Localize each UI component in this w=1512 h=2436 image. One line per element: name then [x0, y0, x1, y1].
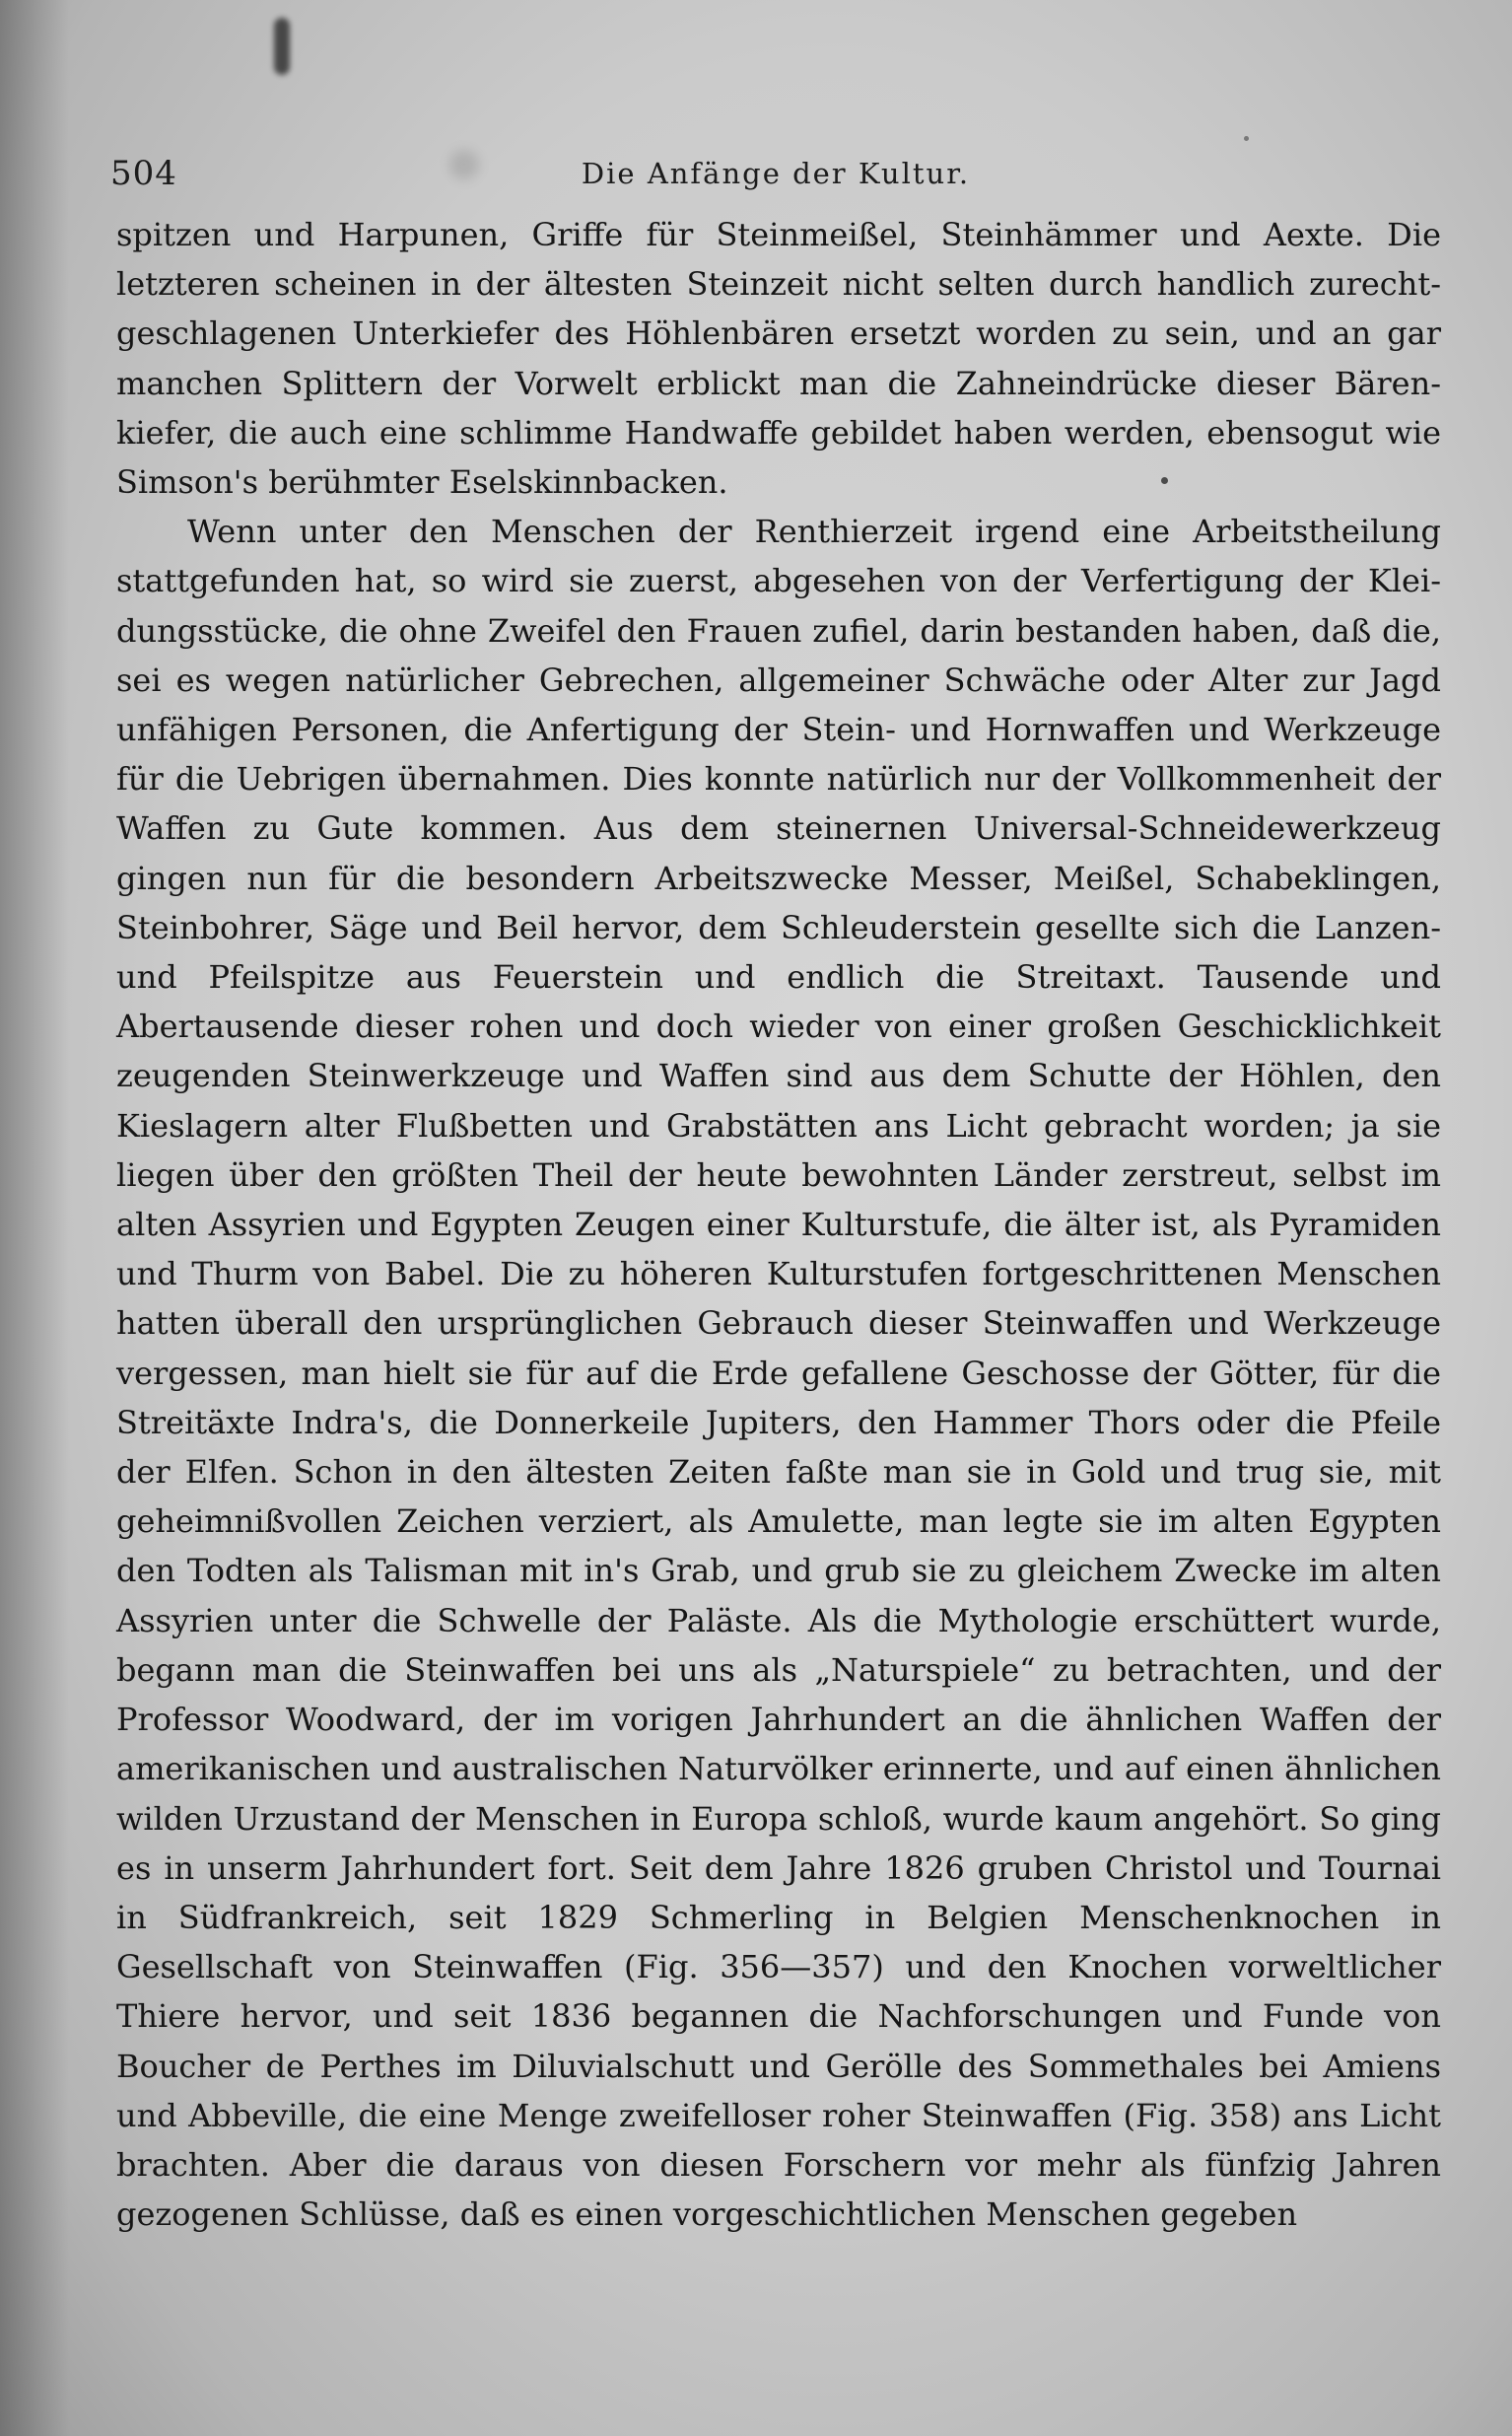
- body-text: [116, 210, 1441, 2239]
- binding-shadow: [0, 0, 69, 2436]
- ink-blot: [274, 18, 290, 75]
- paragraph: spitzen und Harpunen, Griffe für Steinmeißel, Steinhämmer und Aexte. Die letzteren scheinen in der ältesten Steinzeit nicht selten durch handlich zurechtgeschlagenen Unterkiefer des Höhlenbären ersetzt worden zu sein, und an gar manchen Splittern der Vorwelt erblickt man die Zahneindrücke dieser Bärenkiefer, die auch eine schlimme Handwaffe gebildet haben werden, ebensogut wie Simson's berühmter Eselskinnbacken.: [116, 216, 1441, 502]
- running-title: Die Anfänge der Kultur.: [581, 157, 971, 190]
- paragraph: Wenn unter den Menschen der Renthierzeit irgend eine Arbeitstheilung stattgefunden hat, so wird sie zuerst, abgesehen von der Verfertigung der Kleidungsstücke, die ohne Zweifel den Frauen zufiel, darin bestanden haben, daß die, sei es wegen natürlicher Gebrechen, allgemeiner Schwäche oder Alter zur Jagd unfähigen Personen, die Anfertigung der Stein- und Hornwaffen und Werkzeuge für die Uebrigen übernahmen. Dies konnte natürlich nur der Vollkommenheit der Waffen zu Gute kommen. Aus dem steinernen Universal-Schneidewerkzeug gingen nun für die besondern Arbeitszwecke Messer, Meißel, Schabeklingen, Steinbohrer, Säge und Beil hervor, dem Schleuderstein gesellte sich die Lanzen- und Pfeilspitze aus Feuerstein und endlich die Streitaxt. Tausende und Abertausende dieser rohen und doch wieder von einer großen Geschicklichkeit zeugenden Steinwerkzeuge und Waffen sind aus dem Schutte der Höhlen, den Kieslagern alter Flußbetten und Grabstätten ans Licht gebracht worden; ja sie liegen über den größten Theil der heute bewohnten Länder zerstreut, selbst im alten Assyrien und Egypten Zeugen einer Kulturstufe, die älter ist, als Pyramiden und Thurm von Babel. Die zu höheren Kulturstufen fortgeschrittenen Menschen hatten überall den ursprünglichen Gebrauch dieser Steinwaffen und Werkzeuge vergessen, man hielt sie für auf die Erde gefallene Geschosse der Götter, für die Streitäxte Indra's, die Donnerkeile Jupiters, den Hammer Thors oder die Pfeile der Elfen. Schon in den ältesten Zeiten faßte man sie in Gold und trug sie, mit geheimnißvollen Zeichen verziert, als Amulette, man legte sie im alten Egypten den Todten als Talisman mit in's Grab, und grub sie zu gleichem Zwecke im alten Assyrien unter die Schwelle der Paläste. Als die Mythologie erschüttert wurde, begann man die Steinwaffen bei uns als „Naturspiele“ zu betrachten, und der Professor Woodward, der im vorigen Jahrhundert an die ähnlichen Waffen der amerikanischen und australischen Naturvölker erinnerte, und auf einen ähnlichen wilden Urzustand der Menschen in Europa schloß, wurde kaum angehört. So ging es in unserm Jahrhundert fort. Seit dem Jahre 1826 gruben Christol und Tournai in Südfrankreich, seit 1829 Schmerling in Belgien Menschenknochen in Gesellschaft von Steinwaffen (Fig. 356—357) und den Knochen vorweltlicher Thiere hervor, und seit 1836 begannen die Nachforschungen und Funde von Boucher de Perthes im Diluvialschutt und Gerölle des Sommethales bei Amiens und Abbeville, die eine Menge zweifelloser roher Steinwaffen (Fig. 358) ans Licht brachten. Aber die daraus von diesen Forschern vor mehr als fünfzig Jahren gezogenen Schlüsse, daß es einen vorgeschichtlichen Menschen gegeben: [116, 513, 1441, 2234]
- page-number: 504: [110, 154, 177, 193]
- ink-dot: [1244, 136, 1249, 141]
- page-header: [110, 146, 1441, 201]
